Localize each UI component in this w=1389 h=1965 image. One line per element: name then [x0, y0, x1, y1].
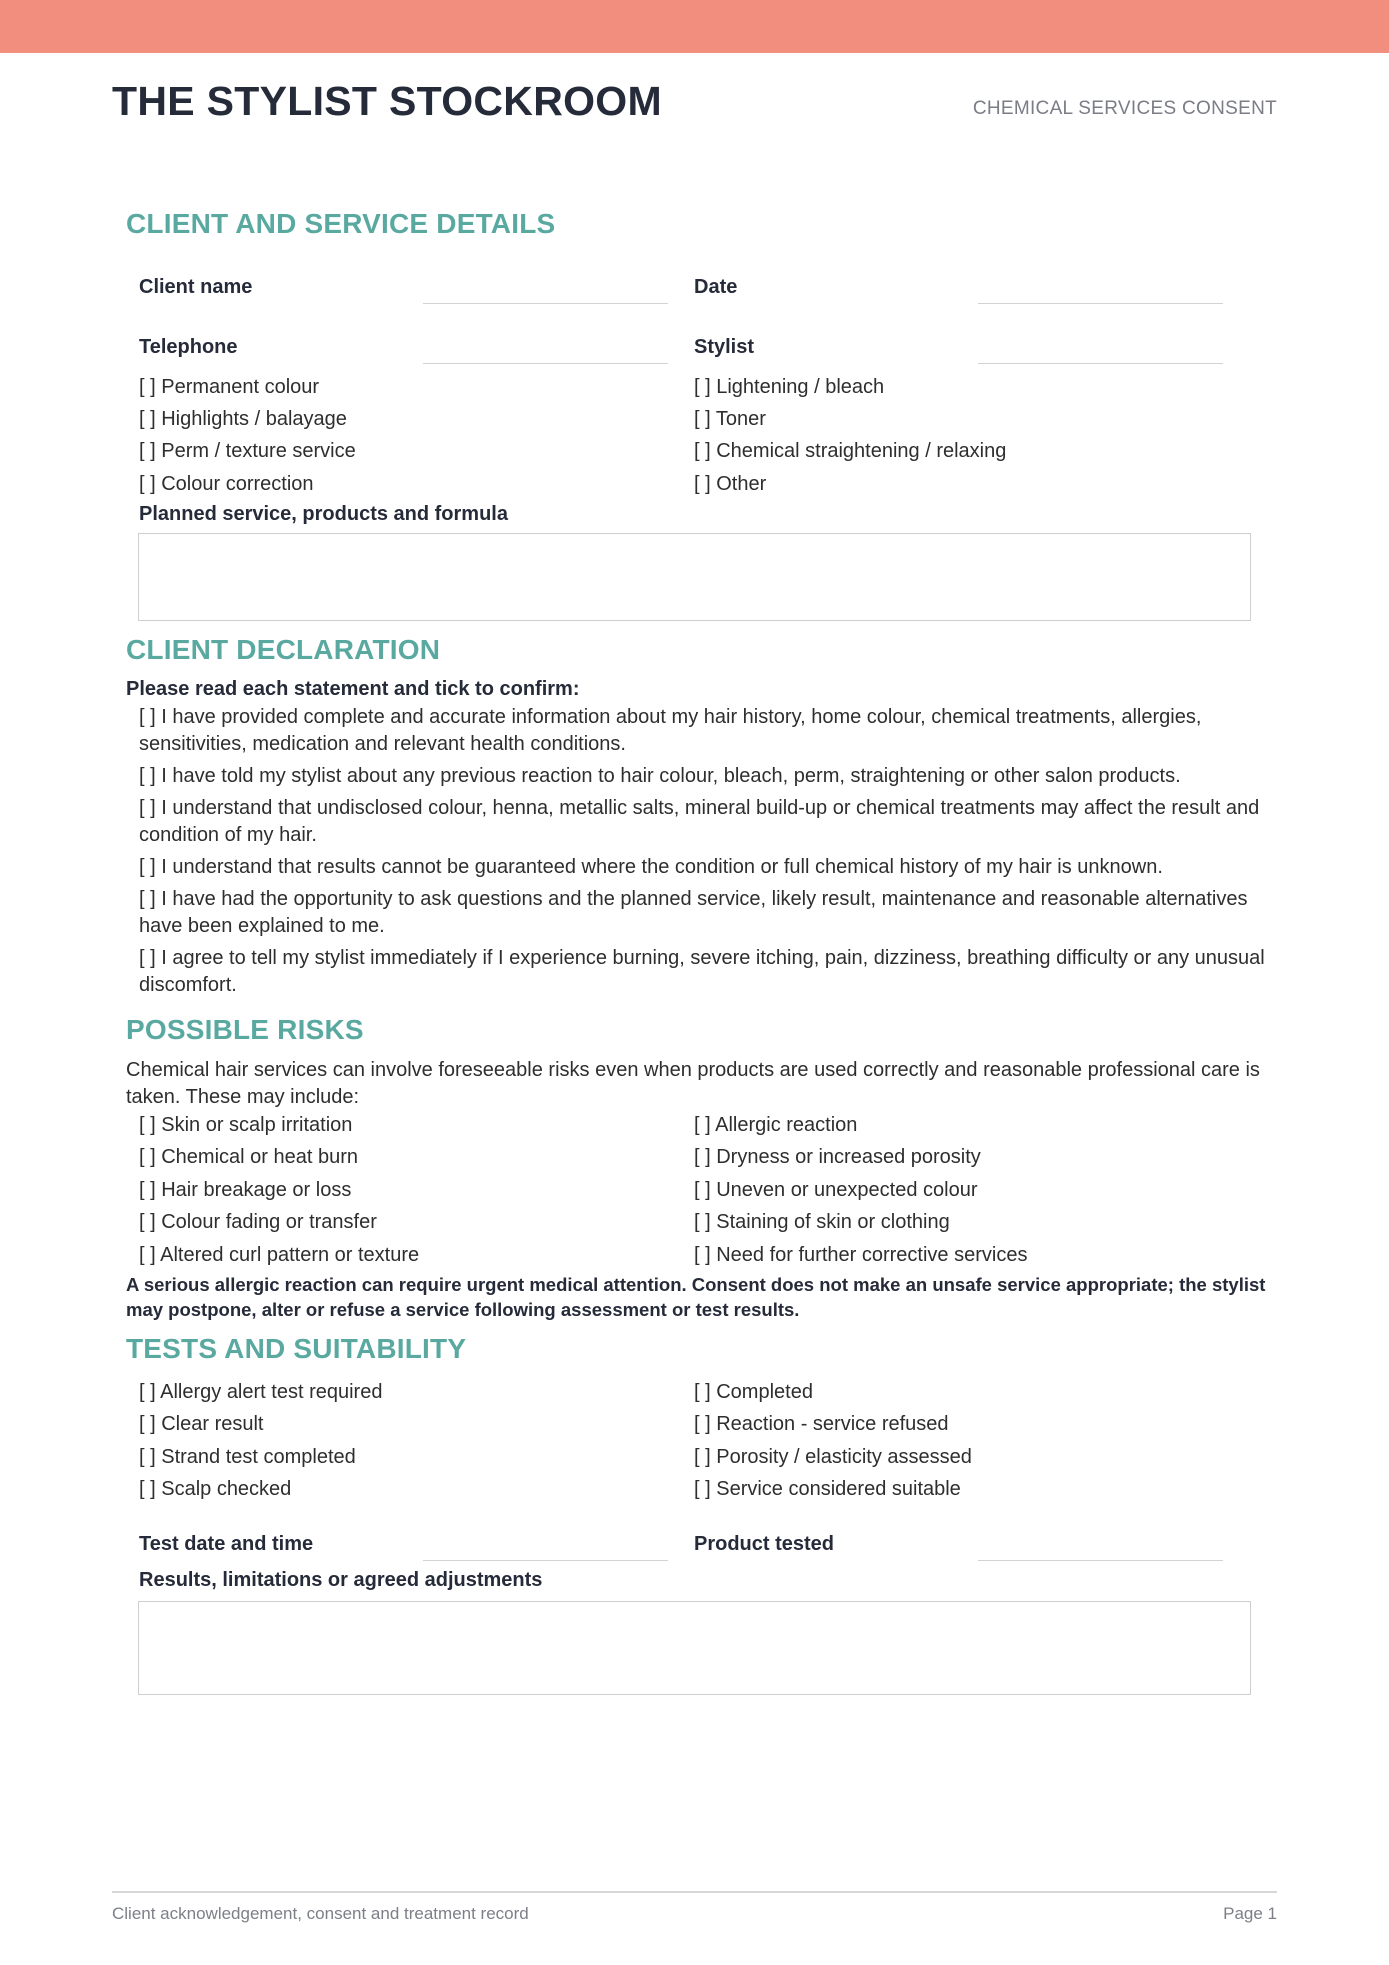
risk-option[interactable]: [ ] Hair breakage or loss	[139, 1179, 352, 1201]
test-option[interactable]: [ ] Reaction - service refused	[694, 1413, 949, 1435]
results-textbox[interactable]	[138, 1601, 1251, 1695]
allergy-warning: A serious allergic reaction can require urgent medical attention. Consent does not make an unsafe service appropriate; the stylist may postpone, alter or refuse a service following assessment or test results.	[126, 1274, 1266, 1320]
footer-caption: Client acknowledgement, consent and treatment record	[112, 1904, 529, 1923]
date-label: Date	[694, 276, 738, 298]
header-accent-bar	[0, 0, 1389, 53]
results-label: Results, limitations or agreed adjustments	[139, 1569, 543, 1591]
service-option[interactable]: [ ] Other	[694, 473, 767, 495]
client-name-label: Client name	[139, 276, 253, 298]
declaration-statement[interactable]: [ ] I have provided complete and accurate information about my hair history, home colour, chemical treatments, allergies, sensitivities, medication and relevant health conditions.	[139, 706, 1202, 755]
page-number: Page 1	[1223, 1904, 1277, 1923]
test-option[interactable]: [ ] Strand test completed	[139, 1446, 356, 1468]
product-tested-field[interactable]	[978, 1560, 1223, 1561]
section-title-risks: POSSIBLE RISKS	[126, 1014, 364, 1045]
section-title-tests: TESTS AND SUITABILITY	[126, 1333, 467, 1364]
telephone-label: Telephone	[139, 336, 238, 358]
risk-option[interactable]: [ ] Colour fading or transfer	[139, 1211, 377, 1233]
risk-option[interactable]: [ ] Chemical or heat burn	[139, 1146, 358, 1168]
planned-service-textbox[interactable]	[138, 533, 1251, 621]
product-tested-label: Product tested	[694, 1533, 835, 1555]
service-option[interactable]: [ ] Lightening / bleach	[694, 376, 885, 398]
risk-option[interactable]: [ ] Dryness or increased porosity	[694, 1146, 981, 1168]
service-option[interactable]: [ ] Colour correction	[139, 473, 314, 495]
risk-option[interactable]: [ ] Allergic reaction	[694, 1114, 858, 1136]
client-name-field[interactable]	[423, 303, 668, 304]
test-option[interactable]: [ ] Allergy alert test required	[139, 1381, 383, 1403]
stylist-field[interactable]	[978, 363, 1223, 364]
footer-divider	[112, 1891, 1277, 1893]
service-option[interactable]: [ ] Highlights / balayage	[139, 408, 347, 430]
test-date-field[interactable]	[423, 1560, 668, 1561]
risk-option[interactable]: [ ] Staining of skin or clothing	[694, 1211, 950, 1233]
section-title-client-details: CLIENT AND SERVICE DETAILS	[126, 208, 556, 239]
risk-option[interactable]: [ ] Need for further corrective services	[694, 1244, 1028, 1266]
service-option[interactable]: [ ] Perm / texture service	[139, 440, 356, 462]
risk-option[interactable]: [ ] Altered curl pattern or texture	[139, 1244, 420, 1266]
test-option[interactable]: [ ] Clear result	[139, 1413, 264, 1435]
section-title-declaration: CLIENT DECLARATION	[126, 634, 441, 665]
test-option[interactable]: [ ] Scalp checked	[139, 1478, 292, 1500]
test-option[interactable]: [ ] Porosity / elasticity assessed	[694, 1446, 972, 1468]
service-option[interactable]: [ ] Toner	[694, 408, 766, 430]
risk-option[interactable]: [ ] Skin or scalp irritation	[139, 1114, 353, 1136]
brand-title: THE STYLIST STOCKROOM	[112, 78, 662, 124]
test-date-label: Test date and time	[139, 1533, 314, 1555]
declaration-statement[interactable]: [ ] I agree to tell my stylist immediately if I experience burning, severe itching, pain, dizziness, breathing difficulty or any unusual discomfort.	[139, 947, 1265, 996]
service-option[interactable]: [ ] Permanent colour	[139, 376, 320, 398]
date-field[interactable]	[978, 303, 1223, 304]
stylist-label: Stylist	[694, 336, 755, 358]
planned-service-label: Planned service, products and formula	[139, 503, 508, 525]
document-type: CHEMICAL SERVICES CONSENT	[972, 98, 1277, 119]
declaration-statement[interactable]: [ ] I have had the opportunity to ask questions and the planned service, likely result, maintenance and reasonable alternatives have been explained to me.	[139, 888, 1248, 937]
test-option[interactable]: [ ] Service considered suitable	[694, 1478, 961, 1500]
declaration-statement[interactable]: [ ] I understand that results cannot be guaranteed where the condition or full chemical history of my hair is unknown.	[139, 856, 1163, 878]
declaration-statement[interactable]: [ ] I understand that undisclosed colour, henna, metallic salts, mineral build-up or chemical treatments may affect the result and condition of my hair.	[139, 797, 1260, 846]
risks-intro: Chemical hair services can involve foreseeable risks even when products are used correctly and reasonable professional care is taken. These may include:	[126, 1059, 1260, 1108]
telephone-field[interactable]	[423, 363, 668, 364]
declaration-statement[interactable]: [ ] I have told my stylist about any previous reaction to hair colour, bleach, perm, straightening or other salon products.	[139, 765, 1181, 787]
declaration-intro: Please read each statement and tick to confirm:	[126, 678, 580, 700]
risk-option[interactable]: [ ] Uneven or unexpected colour	[694, 1179, 978, 1201]
test-option[interactable]: [ ] Completed	[694, 1381, 813, 1403]
service-option[interactable]: [ ] Chemical straightening / relaxing	[694, 440, 1007, 462]
